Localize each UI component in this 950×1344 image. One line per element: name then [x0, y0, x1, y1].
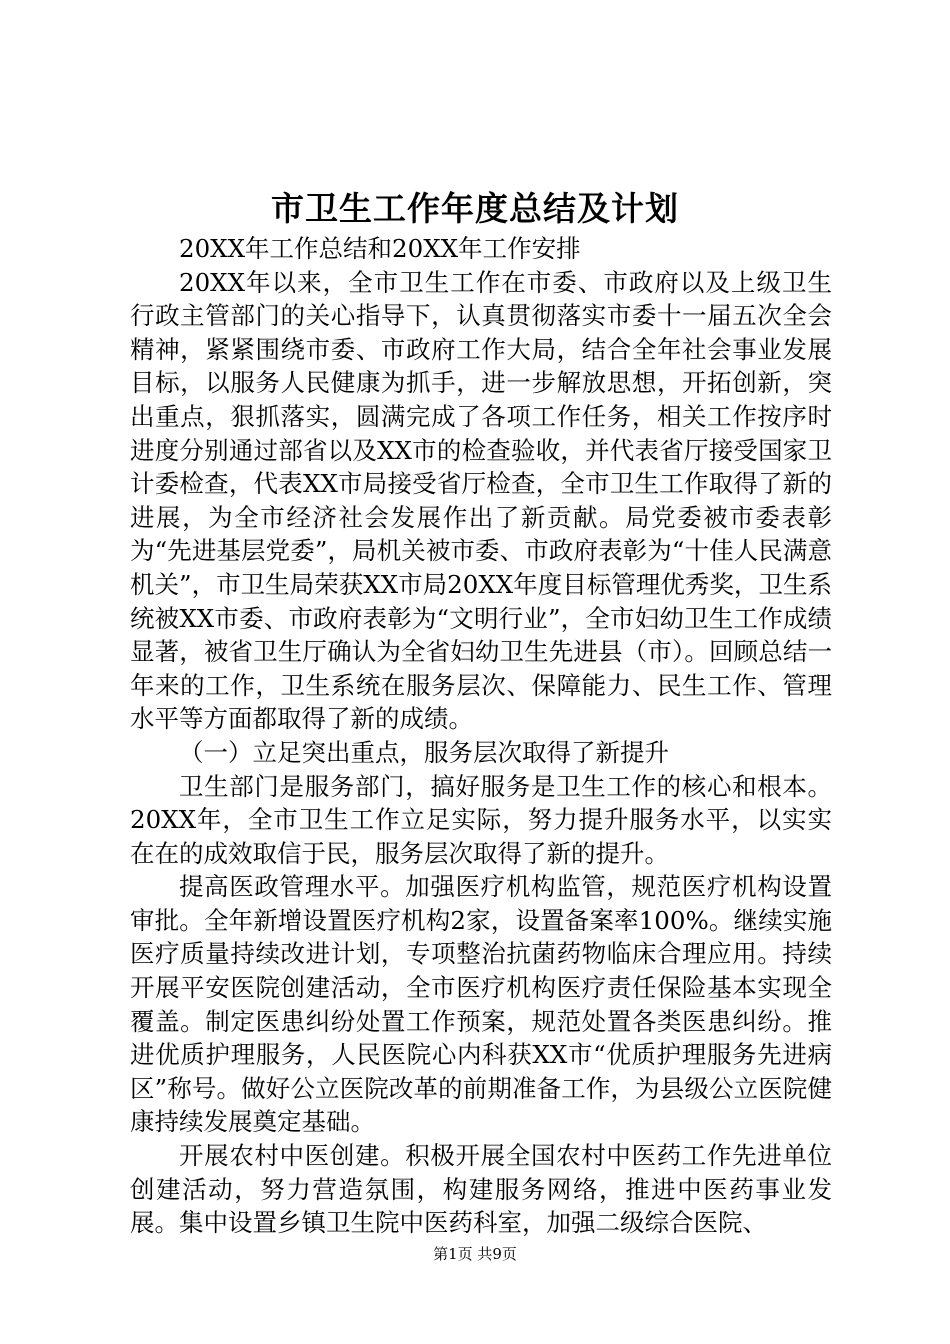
paragraph-overview: 20XX年以来，全市卫生工作在市委、市政府以及上级卫生行政主管部门的关心指导下，认真贯彻落实市委十一届五次全会精神，紧紧围绕市委、市政府工作大局，结合全年社会事业发展目标，以服务人民健康为抓手，进一步解放思想，开拓创新，突出重点，狠抓落实，圆满完成了各项工作任务，相关工作按序时进度分别通过部省以及XX市的检查验收，并代表省厅接受国家卫计委检查，代表XX市局接受省厅检查，全市卫生工作取得了新的进展，为全市经济社会发展作出了新贡献。局党委被市委表彰为“先进基层党委”，局机关被市委、市政府表彰为“十佳人民满意机关”，市卫生局荣获XX市局20XX年度目标管理优秀奖，卫生系统被XX市委、市政府表彰为“文明行业”，全市妇幼卫生工作成绩显著，被省卫生厅确认为全省妇幼卫生先进县（市）。回顾总结一年来的工作，卫生系统在服务层次、保障能力、民生工作、管理水平等方面都取得了新的成绩。 — [130, 267, 832, 734]
document-body — [130, 232, 832, 1240]
paragraph-medical-admin: 提高医政管理水平。加强医疗机构监管，规范医疗机构设置审批。全年新增设置医疗机构2家，设置备案率100%。继续实施医疗质量持续改进计划，专项整治抗菌药物临床合理应用。持续开展平安医院创建活动，全市医疗机构医疗责任保险基本实现全覆盖。制定医患纠纷处置工作预案，规范处置各类医患纠纷。推进优质护理服务，人民医院心内科获XX市“优质护理服务先进病区”称号。做好公立医院改革的前期准备工作，为县级公立医院健康持续发展奠定基础。 — [130, 872, 832, 1137]
document-title: 市卫生工作年度总结及计划 — [271, 189, 679, 228]
paragraph-rural-tcm: 开展农村中医创建。积极开展全国农村中医药工作先进单位创建活动，努力营造氛围，构建服务网络，推进中医药事业发展。集中设置乡镇卫生院中医药科室，加强二级综合医院、 — [130, 1141, 832, 1238]
paragraph-service: 卫生部门是服务部门，搞好服务是卫生工作的核心和根本。20XX年，全市卫生工作立足实际，努力提升服务水平，以实实在在的成效取信于民，服务层次取得了新的提升。 — [130, 771, 832, 868]
section-heading-1: （一）立足突出重点，服务层次取得了新提升 — [179, 737, 669, 767]
page-number-footer: 第1页 共9页 — [433, 1245, 517, 1263]
paragraph-subtitle: 20XX年工作总结和20XX年工作安排 — [179, 234, 581, 263]
